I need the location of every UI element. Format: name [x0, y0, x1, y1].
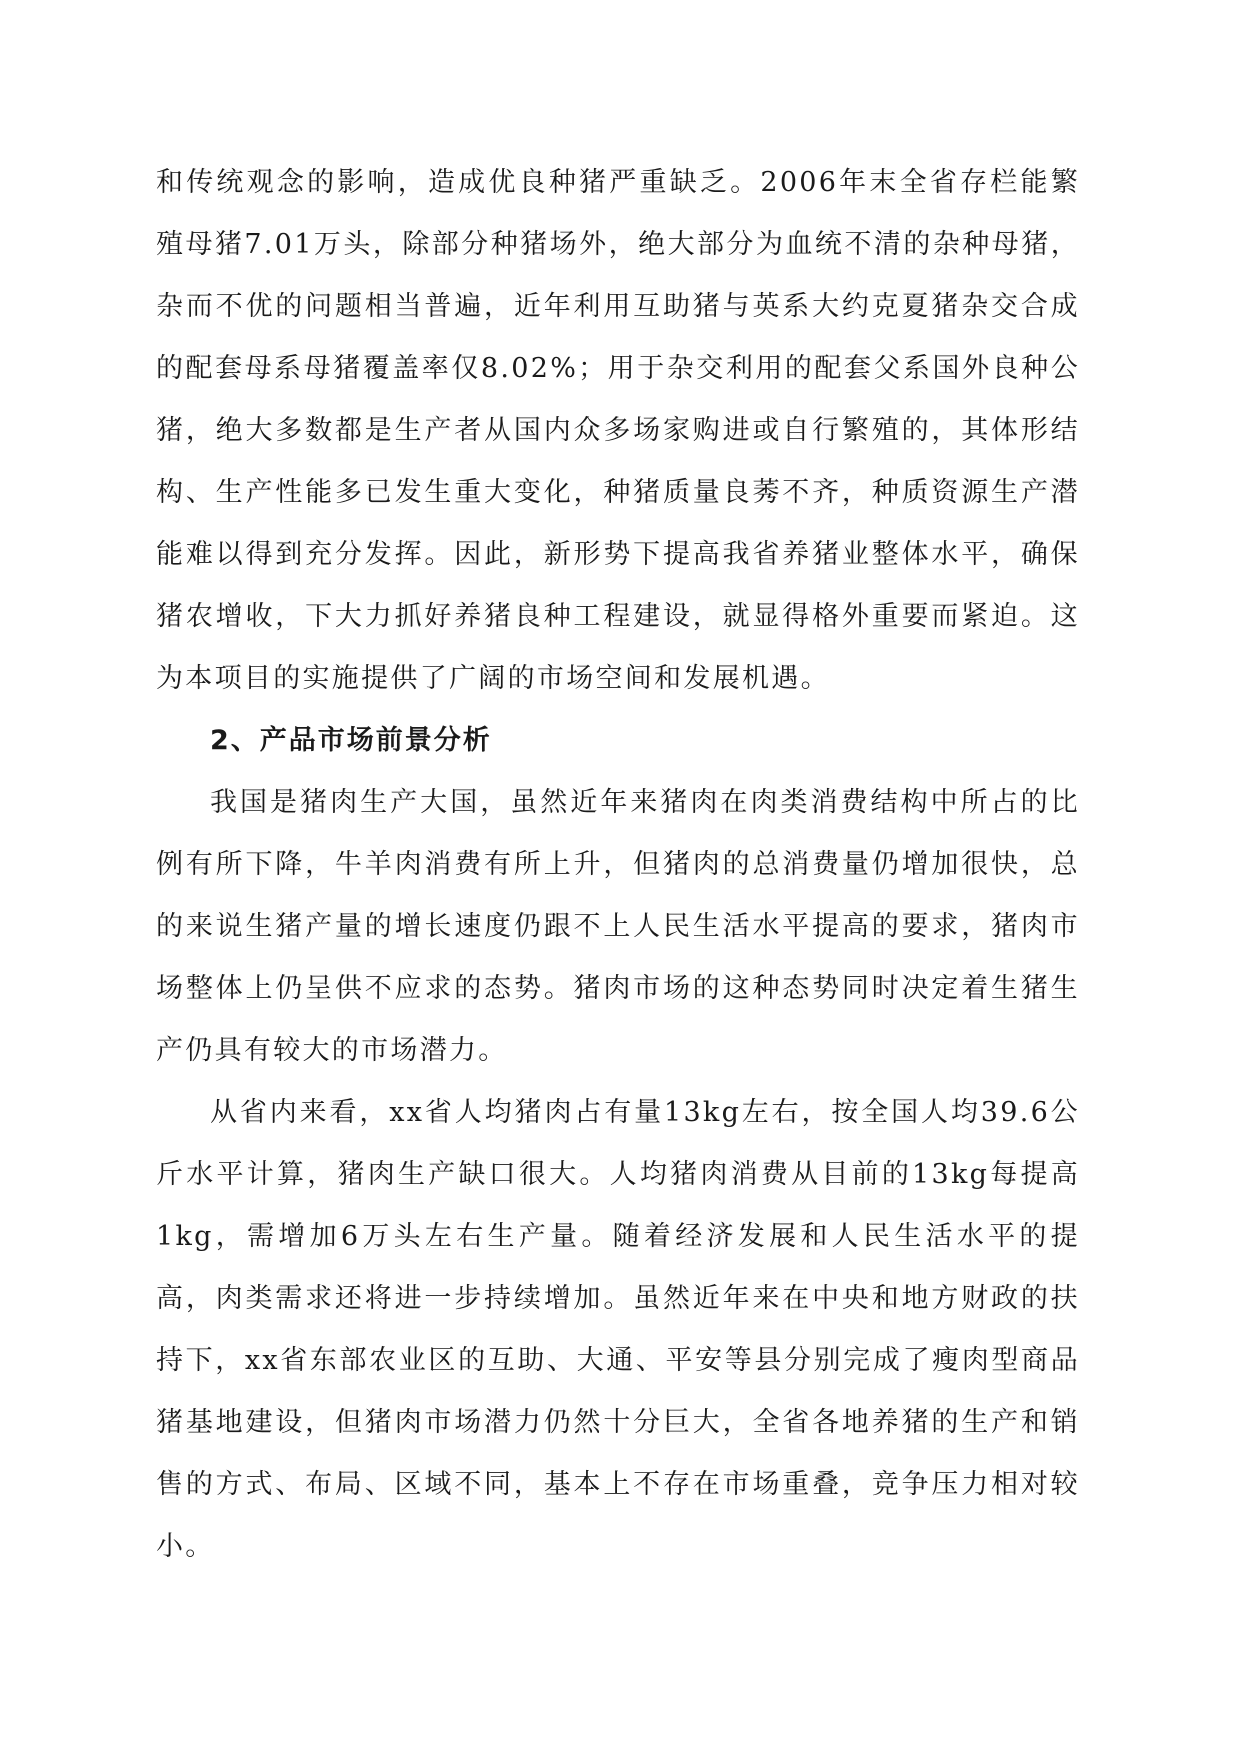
paragraph-provincial-analysis: 从省内来看，xx省人均猪肉占有量13kg左右，按全国人均39.6公斤水平计算，猪肉生产缺口很大。人均猪肉消费从目前的13kg每提高1kg，需增加6万头左右生产量。随着经济发展和人民生活水平的提高，肉类需求还将进一步持续增加。虽然近年来在中央和地方财政的扶持下，xx省东部农业区的互助、大通、平安等县分别完成了瘦肉型商品猪基地建设，但猪肉市场潜力仍然十分巨大，全省各地养猪的生产和销售的方式、布局、区域不同，基本上不存在市场重叠，竞争压力相对较小。	[156, 1097, 1080, 1562]
section-heading: 2、产品市场前景分析	[210, 725, 492, 756]
document-page	[156, 152, 1080, 1578]
paragraph-market-overview: 我国是猪肉生产大国，虽然近年来猪肉在肉类消费结构中所占的比例有所下降，牛羊肉消费有所上升，但猪肉的总消费量仍增加很快，总的来说生猪产量的增长速度仍跟不上人民生活水平提高的要求，猪肉市场整体上仍呈供不应求的态势。猪肉市场的这种态势同时决定着生猪生产仍具有较大的市场潜力。	[156, 787, 1080, 1066]
paragraph-continuation: 和传统观念的影响，造成优良种猪严重缺乏。2006年末全省存栏能繁殖母猪7.01万头，除部分种猪场外，绝大部分为血统不清的杂种母猪，杂而不优的问题相当普遍，近年利用互助猪与英系大约克夏猪杂交合成的配套母系母猪覆盖率仅8.02%；用于杂交利用的配套父系国外良种公猪，绝大多数都是生产者从国内众多场家购进或自行繁殖的，其体形结构、生产性能多已发生重大变化，种猪质量良莠不齐，种质资源生产潜能难以得到充分发挥。因此，新形势下提高我省养猪业整体水平，确保猪农增收，下大力抓好养猪良种工程建设，就显得格外重要而紧迫。这为本项目的实施提供了广阔的市场空间和发展机遇。	[156, 167, 1080, 694]
